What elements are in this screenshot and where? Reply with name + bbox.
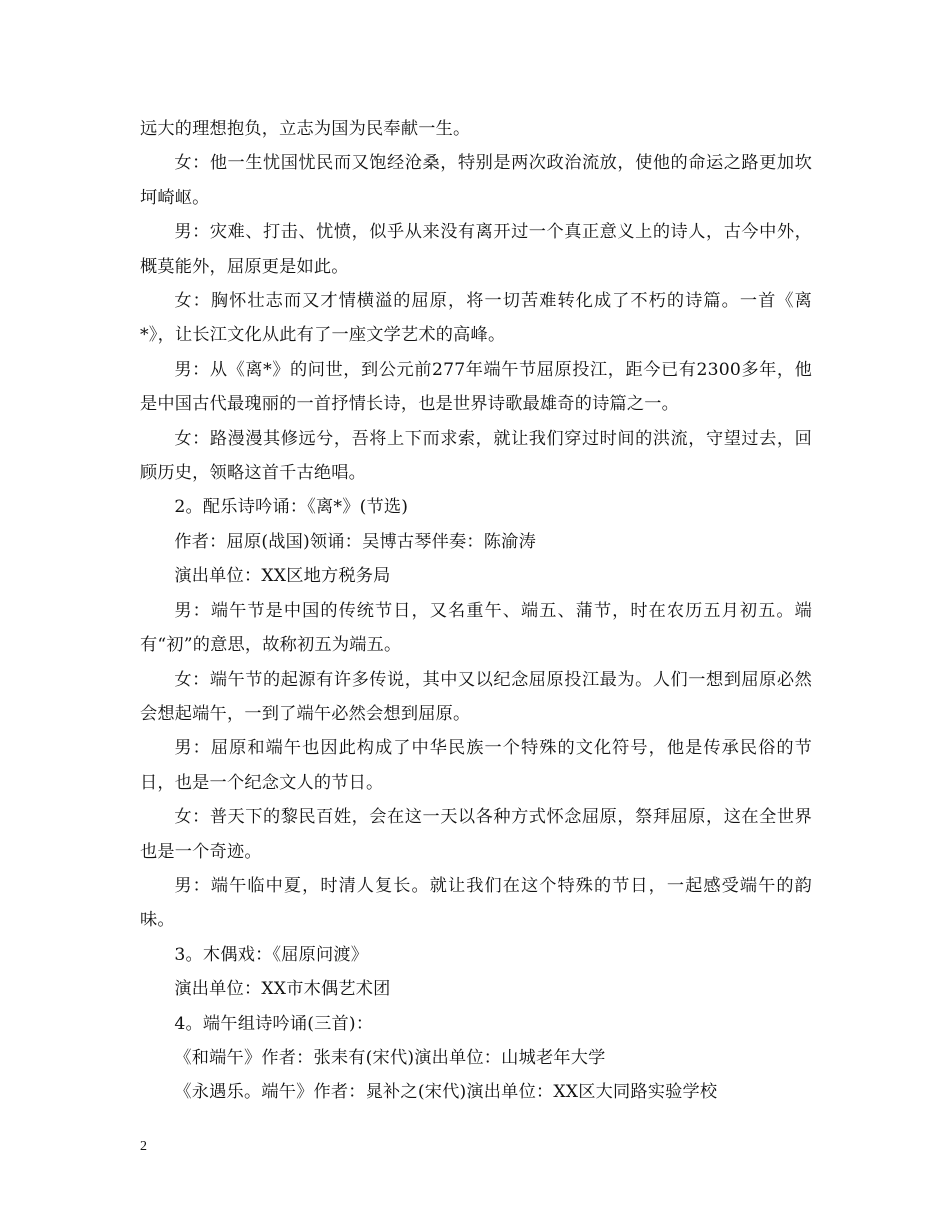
section-heading: 2。配乐诗吟诵：《离*》(节选): [174, 497, 409, 518]
paragraph: 男：端午节是中国的传统节日，又名重午、端五、蒲节，时在农历五月初五。端有“初”的意思，故称初五为端五。: [140, 600, 812, 656]
performer-line: 演出单位：XX区地方税务局: [174, 566, 391, 587]
performer-line: 演出单位：XX市木偶艺术团: [174, 979, 391, 1000]
paragraph: 女：端午节的起源有许多传说，其中又以纪念屈原投江最为。人们一想到屈原必然会想起端午，一到了端午必然会想到屈原。: [140, 669, 812, 724]
paragraph: 女：他一生忧国忧民而又饱经沧桑，特别是两次政治流放，使他的命运之路更加坎坷崎岖。: [140, 153, 812, 208]
section-heading: 4。端午组诗吟诵(三首)：: [174, 1013, 374, 1034]
section-heading: 3。木偶戏：《屈原问渡》: [174, 944, 369, 965]
document-body: [140, 112, 812, 1110]
credits-line: 作者：屈原(战国)领诵：吴博古琴伴奏：陈渝涛: [174, 531, 536, 552]
paragraph: 女：普天下的黎民百姓，会在这一天以各种方式怀念屈原，祭拜屈原，这在全世界也是一个奇迹。: [140, 807, 812, 862]
paragraph: 女：路漫漫其修远兮，吾将上下而求索，就让我们穿过时间的洪流，守望过去，回顾历史，领略这首千古绝唱。: [140, 428, 812, 484]
page-number: 2: [140, 1139, 147, 1154]
paragraph: 远大的理想抱负，立志为国为民奉献一生。: [140, 119, 471, 139]
paragraph: 男：屈原和端午也因此构成了中华民族一个特殊的文化符号，他是传承民俗的节日，也是一个纪念文人的节日。: [140, 738, 812, 793]
poem-credit-line: 《和端午》作者：张耒有(宋代)演出单位：山城老年大学: [174, 1047, 606, 1068]
paragraph: 男：灾难、打击、忧愤，似乎从来没有离开过一个真正意义上的诗人，古今中外，概莫能外，屈原更是如此。: [140, 222, 812, 277]
paragraph: 男：端午临中夏，时清人复长。就让我们在这个特殊的节日，一起感受端午的韵味。: [140, 875, 812, 931]
paragraph: 女：胸怀壮志而又才情横溢的屈原，将一切苦难转化成了不朽的诗篇。一首《离*》，让长江文化从此有了一座文学艺术的高峰。: [140, 291, 812, 346]
paragraph: 男：从《离*》的问世，到公元前277年端午节屈原投江，距今已有2300多年，他是中国古代最瑰丽的一首抒情长诗，也是世界诗歌最雄奇的诗篇之一。: [140, 359, 812, 415]
poem-credit-line: 《永遇乐。端午》作者：晁补之(宋代)演出单位：XX区大同路实验学校: [174, 1082, 718, 1103]
